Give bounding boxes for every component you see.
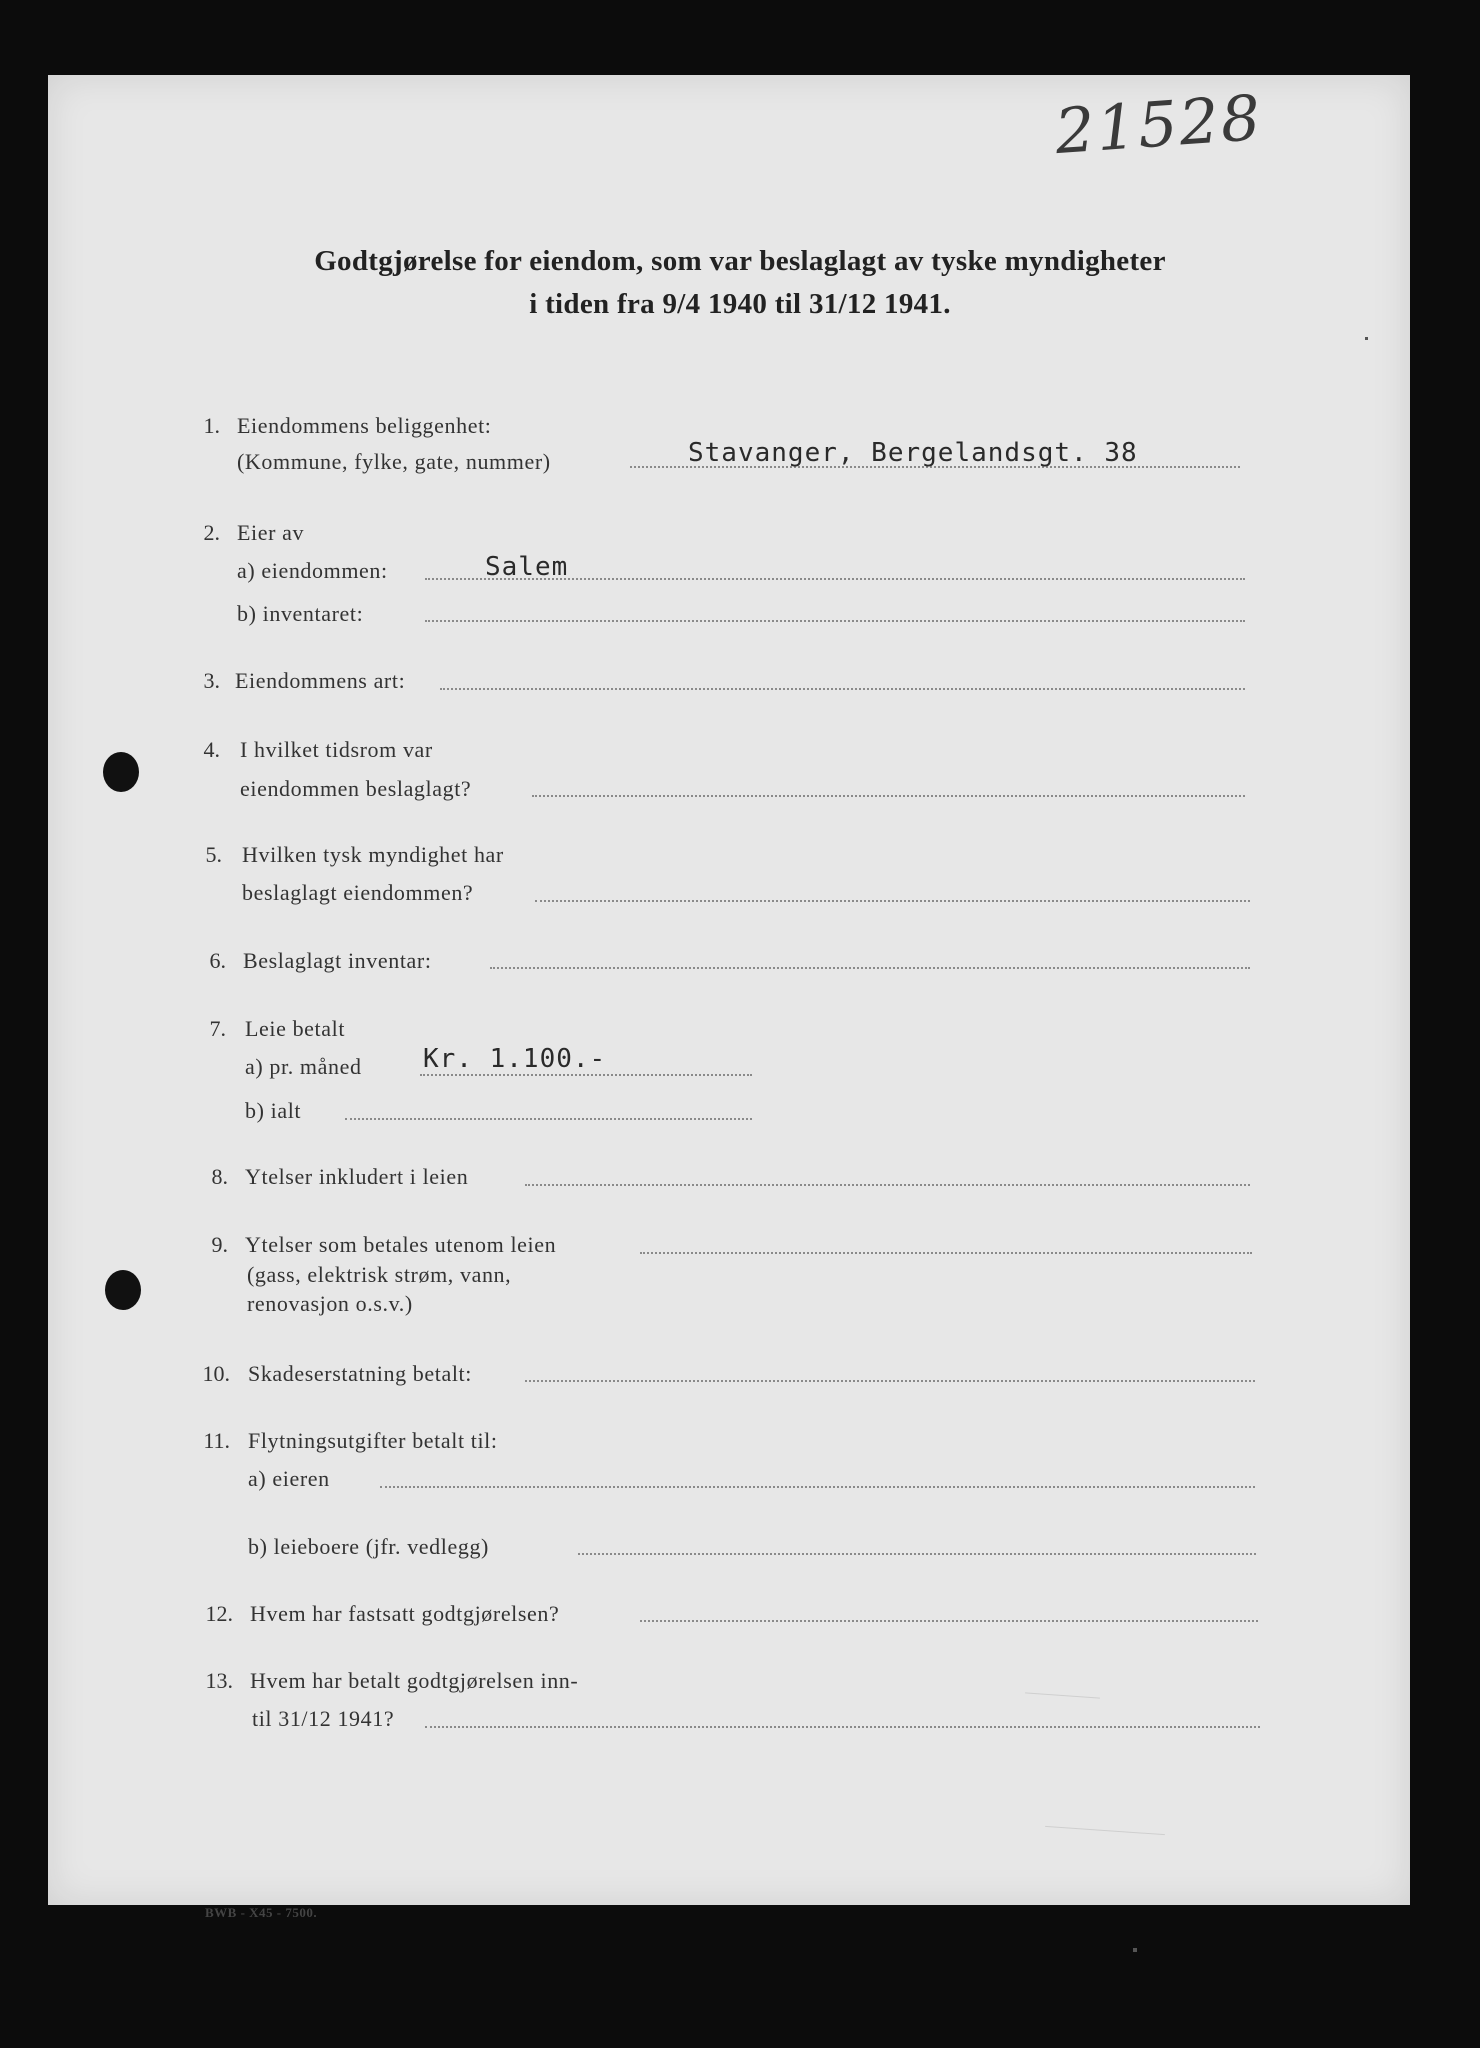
field-6-number: 6. <box>209 948 226 973</box>
paper-speck <box>1365 337 1368 340</box>
field-2a-value[interactable]: Salem <box>485 552 569 582</box>
field-9-number: 9. <box>211 1232 228 1257</box>
field-8-number: 8. <box>211 1164 228 1189</box>
field-9-sublabel-2: renovasjon o.s.v.) <box>247 1291 413 1316</box>
field-2-number: 2. <box>203 520 220 545</box>
field-4-number: 4. <box>203 737 220 762</box>
field-11a-label: a) eieren <box>248 1466 330 1491</box>
field-9-line[interactable] <box>640 1252 1252 1254</box>
field-5-line[interactable] <box>535 900 1250 902</box>
field-3-label: Eiendommens art: <box>235 668 406 693</box>
field-11-label: Flytningsutgifter betalt til: <box>248 1428 498 1453</box>
field-2b-label: b) inventaret: <box>237 601 364 626</box>
field-2-label: Eier av <box>237 520 305 545</box>
field-13-sublabel: til 31/12 1941? <box>252 1706 395 1731</box>
paper-speck <box>1133 1948 1137 1952</box>
field-5-number: 5. <box>205 842 222 867</box>
field-3-number: 3. <box>203 668 220 693</box>
field-7b-line[interactable] <box>345 1118 752 1120</box>
field-4-label: I hvilket tidsrom var <box>240 737 433 762</box>
field-12-line[interactable] <box>640 1620 1258 1622</box>
field-13-label: Hvem har betalt godtgjørelsen inn- <box>250 1668 579 1693</box>
field-1-label: Eiendommens beliggenhet: <box>237 413 492 438</box>
field-6-line[interactable] <box>490 967 1250 969</box>
field-4-line[interactable] <box>532 795 1245 797</box>
form-paper <box>48 75 1410 1905</box>
field-13-number: 13. <box>205 1668 233 1693</box>
field-6-label: Beslaglagt inventar: <box>243 948 432 973</box>
field-12-label: Hvem har fastsatt godtgjørelsen? <box>250 1601 560 1626</box>
field-1-number: 1. <box>203 413 220 438</box>
field-2b-line[interactable] <box>425 620 1245 622</box>
form-title-line-1: Godtgjørelse for eiendom, som var beslaglagt av tyske myndigheter <box>314 245 1166 277</box>
field-1-value[interactable]: Stavanger, Bergelandsgt. 38 <box>688 438 1138 468</box>
field-9-label: Ytelser som betales utenom leien <box>245 1232 557 1257</box>
punch-hole-bottom <box>105 1270 141 1310</box>
field-7-number: 7. <box>209 1016 226 1041</box>
field-7b-label: b) ialt <box>245 1098 302 1123</box>
field-2a-label: a) eiendommen: <box>237 558 388 583</box>
field-7a-value[interactable]: Kr. 1.100.- <box>423 1044 607 1074</box>
field-7a-line <box>420 1074 752 1076</box>
punch-hole-top <box>103 752 139 792</box>
field-3-line[interactable] <box>440 688 1245 690</box>
print-code-footer: BWB - X45 - 7500. <box>205 1905 318 1920</box>
field-11a-line[interactable] <box>380 1486 1255 1488</box>
field-8-label: Ytelser inkludert i leien <box>245 1164 469 1189</box>
field-5-sublabel: beslaglagt eiendommen? <box>242 880 474 905</box>
field-1-sublabel: (Kommune, fylke, gate, nummer) <box>237 449 551 474</box>
field-10-line[interactable] <box>525 1380 1255 1382</box>
field-8-line[interactable] <box>525 1184 1250 1186</box>
field-13-line[interactable] <box>425 1726 1260 1728</box>
field-10-label: Skadeserstatning betalt: <box>248 1361 472 1386</box>
field-12-number: 12. <box>205 1601 233 1626</box>
field-9-sublabel-1: (gass, elektrisk strøm, vann, <box>247 1262 512 1287</box>
form-title-line-2: i tiden fra 9/4 1940 til 31/12 1941. <box>529 288 951 320</box>
field-7-label: Leie betalt <box>245 1016 346 1041</box>
field-7a-label: a) pr. måned <box>245 1054 362 1079</box>
field-11-number: 11. <box>203 1428 230 1453</box>
handwritten-archive-number: 21528 <box>1052 80 1265 169</box>
field-10-number: 10. <box>202 1361 230 1386</box>
field-5-label: Hvilken tysk myndighet har <box>242 842 504 867</box>
field-11b-line[interactable] <box>578 1553 1256 1555</box>
field-11b-label: b) leieboere (jfr. vedlegg) <box>248 1534 489 1559</box>
field-4-sublabel: eiendommen beslaglagt? <box>240 776 472 801</box>
